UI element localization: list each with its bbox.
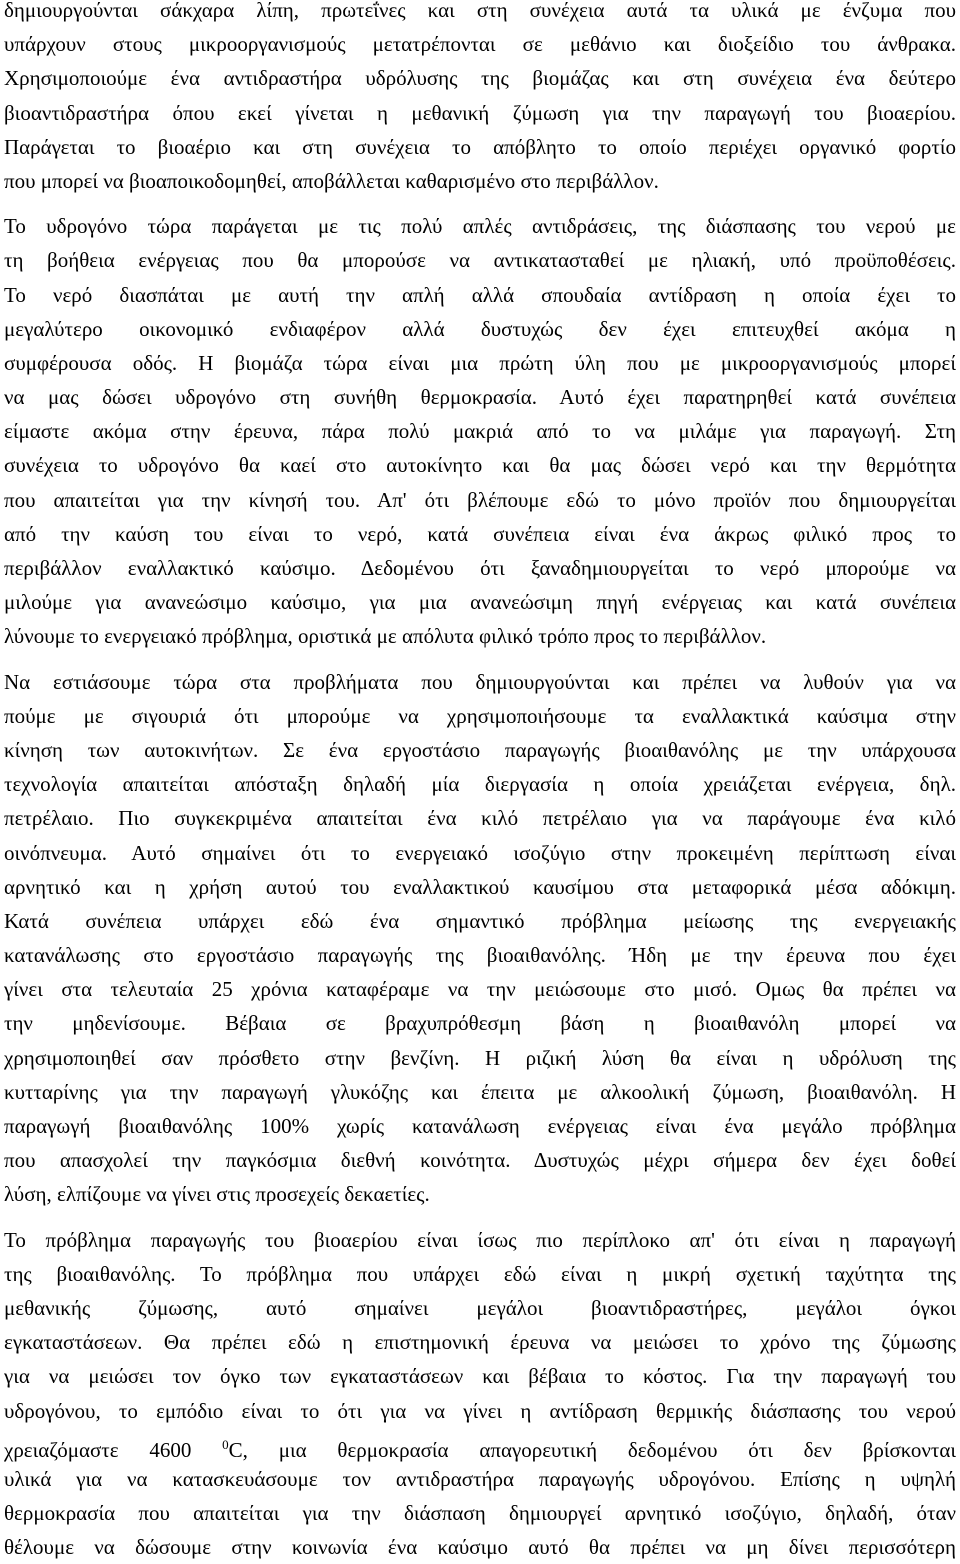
text-line: πούμε με σιγουριά ότι μπορούμε να χρησιμοποιήσουμε τα εναλλακτικά καύσιμα στην xyxy=(4,703,956,728)
text-line: εγκαταστάσεων. Θα πρέπει εδώ η επιστημονική έρευνα να μειώσει το χρόνο της ζύμωσης xyxy=(4,1330,956,1355)
text-line: που απασχολεί την παγκόσμια διεθνή κοινότητα. Δυστυχώς μέχρι σήμερα δεν έχει δοθεί xyxy=(4,1148,956,1173)
text-line: μιλούμε για ανανεώσιμο καύσιμο, για μια ανανεώσιμη πηγή ενέργειας και κατά συνέπεια xyxy=(4,590,956,615)
text-line: που μπορεί να βιοαποικοδομηθεί, αποβάλλεται καθαρισμένο στο περιβάλλον. xyxy=(4,168,659,193)
temperature-text-before: χρειαζόμαστε 4600 xyxy=(4,1437,192,1462)
text-line: για να μειώσει τον όγκο των εγκαταστάσεων και βέβαια το κόστος. Για την παραγωγή του xyxy=(4,1364,956,1389)
text-line: πετρέλαιο. Πιο συγκεκριμένα απαιτείται ένα κιλό πετρέλαιο για να παράγουμε ένα κιλό xyxy=(4,806,956,831)
text-line: τη βοήθεια ενέργειας που θα μπορούσε να αντικατασταθεί με ηλιακή, υπό προϋποθέσεις. xyxy=(4,248,956,273)
text-line: περιβάλλον εναλλακτικό καύσιμο. Δεδομένου ότι ξαναδημιουργείται το νερό μπορούμε να xyxy=(4,556,956,580)
text-line: παραγωγή βιοαιθανόλης 100% χωρίς κατανάλωση ενέργειας είναι ένα μεγάλο πρόβλημα xyxy=(4,1114,956,1138)
text-line: μεγαλύτερο οικονομικό ενδιαφέρον αλλά δυστυχώς δεν έχει επιτευχθεί ακόμα η xyxy=(4,316,956,341)
text-line: υδρογόνου, το εμπόδιο είναι το ότι για να γίνει η αντίδραση θερμικής διάσπασης του νερού xyxy=(4,1398,956,1423)
text-line: δημιουργούνται σάκχαρα λίπη, πρωτεΐνες και στη συνέχεια αυτά τα υλικά με ένζυμα που xyxy=(4,0,956,22)
text-line: υπάρχουν στους μικροοργανισμούς μετατρέπονται σε μεθάνιο και διοξείδιο του άνθρακα. xyxy=(4,32,956,57)
text-line: λύση, ελπίζουμε να γίνει στις προσεχείς δεκαετίες. xyxy=(4,1182,430,1207)
text-line: κυτταρίνης για την παραγωγή γλυκόζης και έπειτα με αλκοολική ζύμωση, βιοαιθανόλη. Η xyxy=(4,1079,956,1104)
text-line: θέλουμε να δώσουμε στην κοινωνία ένα καύσιμο αυτό θα πρέπει να μη δίνει περισσότερη xyxy=(4,1535,956,1560)
text-line: Χρησιμοποιούμε ένα αντιδραστήρα υδρόλυσης της βιομάζας και στη συνέχεια ένα δεύτερο xyxy=(4,66,956,91)
temperature-line xyxy=(4,1428,956,1462)
text-line: Να εστιάσουμε τώρα στα προβλήματα που δημιουργούνται και πρέπει να λυθούν για να xyxy=(4,669,956,694)
text-line: που απαιτείται για την κίνησή του. Απ' ότι βλέπουμε εδώ το μόνο προϊόν που δημιουργείται xyxy=(4,487,956,512)
degree-superscript: 0 xyxy=(222,1436,229,1452)
text-line: οινόπνευμα. Αυτό σημαίνει ότι το ενεργειακό ισοζύγιο στην προκειμένη περίπτωση είναι xyxy=(4,840,956,865)
text-line: είμαστε ακόμα στην έρευνα, πάρα πολύ μακριά από το να μιλάμε για παραγωγή. Στη xyxy=(4,419,956,444)
text-line: Το νερό διασπάται με αυτή την απλή αλλά σπουδαία αντίδραση η οποία έχει το xyxy=(4,282,956,307)
text-line: χρησιμοποιηθεί σαν πρόσθετο στην βενζίνη. Η ριζική λύση θα είναι η υδρόλυση της xyxy=(4,1045,956,1070)
paragraph-biogas-process xyxy=(4,0,956,198)
paragraph-biogas-problem xyxy=(4,1223,956,1564)
document-page xyxy=(4,0,956,1564)
text-line: μεθανικής ζύμωσης, αυτό σημαίνει μεγάλοι βιοαντιδραστήρες, μεγάλοι όγκοι xyxy=(4,1295,956,1320)
text-line: Το υδρογόνο τώρα παράγεται με τις πολύ απλές αντιδράσεις, της διάσπασης του νερού με xyxy=(4,214,956,239)
text-line: κατανάλωσης στο εργοστάσιο παραγωγής της βιοαιθανόλης. Ήδη με την έρευνα που έχει xyxy=(4,943,956,968)
text-line: Το πρόβλημα παραγωγής του βιοαερίου είναι ίσως πιο περίπλοκο απ' ότι είναι η παραγωγή xyxy=(4,1227,956,1252)
text-line: τεχνολογία απαιτείται απόσταξη δηλαδή μία διεργασία η οποία χρειάζεται ενέργεια, δηλ. xyxy=(4,772,956,797)
text-line: την μηδενίσουμε. Βέβαια σε βραχυπρόθεσμη βάση η βιοαιθανόλη μπορεί να xyxy=(4,1011,956,1036)
text-line: γίνει στα τελευταία 25 χρόνια καταφέραμε να την μειώσουμε στο μισό. Ομως θα πρέπει να xyxy=(4,977,956,1002)
paragraph-spacer xyxy=(4,654,956,665)
text-line: της βιοαιθανόλης. Το πρόβλημα που υπάρχει εδώ είναι η μικρή σχετική ταχύτητα της xyxy=(4,1261,956,1286)
text-line: υλικά για να κατασκευάσουμε τον αντιδραστήρα παραγωγής υδρογόνου. Επίσης η υψηλή xyxy=(4,1466,956,1491)
text-line: συμφέρουσα οδός. Η βιομάζα τώρα είναι μια πρώτη ύλη που με μικροοργανισμούς μπορεί xyxy=(4,350,956,375)
text-line: κίνηση των αυτοκινήτων. Σε ένα εργοστάσιο παραγωγής βιοαιθανόλης με την υπάρχουσα xyxy=(4,737,956,762)
text-line: αρνητικό και η χρήση αυτού του εναλλακτικού καυσίμου στα μεταφορικά μέσα αδόκιμη. xyxy=(4,874,956,899)
text-line: βιοαντιδραστήρα όπου εκεί γίνεται η μεθανική ζύμωση για την παραγωγή του βιοαερίου. xyxy=(4,100,956,125)
paragraph-spacer xyxy=(4,1212,956,1223)
paragraph-problems xyxy=(4,665,956,1212)
text-line: θερμοκρασία που απαιτείται για την διάσπαση δημιουργεί αρνητικό ισοζύγιο, δηλαδή, όταν xyxy=(4,1501,956,1526)
temperature-text-after: C, μια θερμοκρασία απαγορευτική δεδομένου ότι δεν βρίσκονται xyxy=(228,1437,956,1462)
paragraph-hydrogen xyxy=(4,209,956,653)
text-line: Κατά συνέπεια υπάρχει εδώ ένα σημαντικό πρόβλημα μείωσης της ενεργειακής xyxy=(4,908,956,933)
text-line: να μας δώσει υδρογόνο στη συνήθη θερμοκρασία. Αυτό έχει παρατηρηθεί κατά συνέπεια xyxy=(4,385,956,410)
text-line: λύνουμε το ενεργειακό πρόβλημα, οριστικά με απόλυτα φιλικό τρόπο προς το περιβάλλον. xyxy=(4,624,767,649)
paragraph-spacer xyxy=(4,198,956,209)
text-line: από την καύση του είναι το νερό, κατά συνέπεια είναι ένα άκρως φιλικό προς το xyxy=(4,521,956,546)
text-line: συνέχεια το υδρογόνο θα καεί στο αυτοκίνητο και θα μας δώσει νερό και την θερμότητα xyxy=(4,453,956,478)
text-line: Παράγεται το βιοαέριο και στη συνέχεια το απόβλητο το οποίο περιέχει οργανικό φορτίο xyxy=(4,134,956,159)
